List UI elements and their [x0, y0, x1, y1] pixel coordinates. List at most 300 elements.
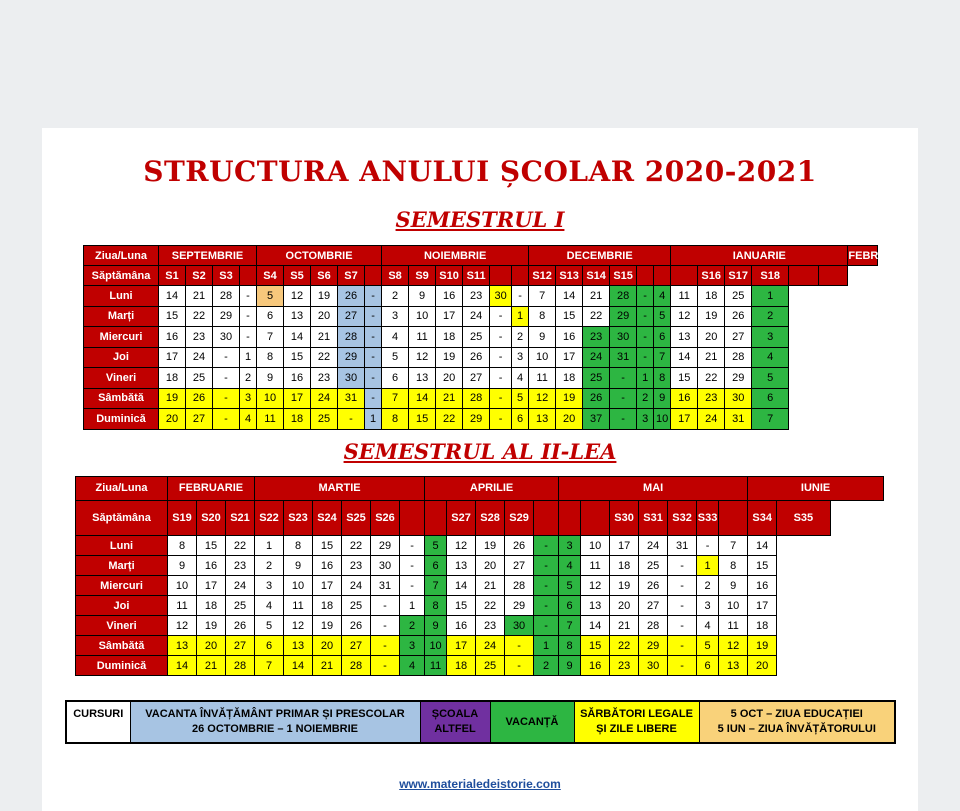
- date-cell: 28: [505, 576, 534, 596]
- date-cell: -: [668, 656, 697, 676]
- date-cell: 2: [240, 368, 257, 389]
- week-label: S9: [409, 266, 436, 286]
- date-cell: 5: [559, 576, 581, 596]
- date-cell: 6: [654, 327, 671, 348]
- date-cell: 4: [752, 347, 789, 368]
- date-cell: 19: [476, 536, 505, 556]
- date-cell: 9: [409, 286, 436, 307]
- date-cell: 4: [400, 656, 425, 676]
- date-cell: 9: [559, 656, 581, 676]
- week-label: S14: [583, 266, 610, 286]
- date-cell: 13: [719, 656, 748, 676]
- date-cell: 31: [610, 347, 637, 368]
- week-label: S26: [371, 500, 400, 536]
- date-cell: 8: [559, 636, 581, 656]
- date-cell: 5: [255, 616, 284, 636]
- date-cell: 26: [725, 306, 752, 327]
- day-label: Miercuri: [76, 576, 168, 596]
- date-cell: 27: [338, 306, 365, 327]
- date-cell: -: [213, 388, 240, 409]
- legend-item: [490, 701, 574, 743]
- day-label: Miercuri: [84, 327, 159, 348]
- week-label: S23: [284, 500, 313, 536]
- date-cell: 7: [425, 576, 447, 596]
- day-label: Joi: [84, 347, 159, 368]
- date-cell: 12: [284, 286, 311, 307]
- date-cell: -: [637, 306, 654, 327]
- date-cell: 27: [186, 409, 213, 430]
- date-cell: 1: [512, 306, 529, 327]
- date-cell: 18: [748, 616, 777, 636]
- date-cell: 7: [719, 536, 748, 556]
- date-cell: 2: [697, 576, 719, 596]
- date-cell: 25: [463, 327, 490, 348]
- date-cell: 12: [447, 536, 476, 556]
- date-cell: 37: [583, 409, 610, 430]
- date-cell: 20: [159, 409, 186, 430]
- date-cell: -: [213, 368, 240, 389]
- week-label: S21: [226, 500, 255, 536]
- date-cell: 25: [226, 596, 255, 616]
- date-cell: 18: [436, 327, 463, 348]
- date-cell: 29: [338, 347, 365, 368]
- date-cell: 8: [168, 536, 197, 556]
- day-label: Sâmbătă: [84, 388, 159, 409]
- day-label: Joi: [76, 596, 168, 616]
- date-cell: -: [505, 636, 534, 656]
- date-cell: 28: [639, 616, 668, 636]
- date-cell: 30: [213, 327, 240, 348]
- date-cell: 17: [556, 347, 583, 368]
- date-cell: 14: [284, 656, 313, 676]
- date-cell: -: [490, 368, 512, 389]
- date-cell: 20: [698, 327, 725, 348]
- date-cell: 4: [697, 616, 719, 636]
- date-cell: 16: [197, 556, 226, 576]
- date-cell: 25: [476, 656, 505, 676]
- date-cell: -: [365, 347, 382, 368]
- date-cell: 10: [529, 347, 556, 368]
- date-cell: 15: [748, 556, 777, 576]
- date-cell: 24: [476, 636, 505, 656]
- date-cell: 17: [610, 536, 639, 556]
- date-cell: -: [371, 656, 400, 676]
- date-cell: 10: [409, 306, 436, 327]
- date-cell: 16: [159, 327, 186, 348]
- week-label: [719, 500, 748, 536]
- legend-item: [574, 701, 699, 743]
- date-cell: 3: [255, 576, 284, 596]
- date-cell: 11: [257, 409, 284, 430]
- date-cell: 20: [610, 596, 639, 616]
- date-cell: 16: [581, 656, 610, 676]
- date-cell: 8: [382, 409, 409, 430]
- week-label: [365, 266, 382, 286]
- week-label: [671, 266, 698, 286]
- date-cell: 12: [284, 616, 313, 636]
- week-label: [425, 500, 447, 536]
- week-label: S34: [748, 500, 777, 536]
- date-cell: -: [512, 286, 529, 307]
- week-label: S33: [697, 500, 719, 536]
- date-cell: 16: [436, 286, 463, 307]
- date-cell: 17: [313, 576, 342, 596]
- date-cell: 22: [226, 536, 255, 556]
- date-cell: 17: [748, 596, 777, 616]
- date-cell: 11: [409, 327, 436, 348]
- date-cell: 20: [197, 636, 226, 656]
- date-cell: 7: [529, 286, 556, 307]
- date-cell: 16: [284, 368, 311, 389]
- date-cell: 14: [748, 536, 777, 556]
- date-cell: 2: [255, 556, 284, 576]
- date-cell: -: [371, 636, 400, 656]
- date-cell: 2: [512, 327, 529, 348]
- date-cell: 14: [284, 327, 311, 348]
- date-cell: 19: [313, 616, 342, 636]
- week-label: S30: [610, 500, 639, 536]
- date-cell: 15: [313, 536, 342, 556]
- date-cell: 11: [581, 556, 610, 576]
- date-cell: 21: [197, 656, 226, 676]
- date-cell: -: [371, 596, 400, 616]
- date-cell: 21: [313, 656, 342, 676]
- date-cell: -: [213, 347, 240, 368]
- date-cell: 24: [342, 576, 371, 596]
- table-row: [84, 286, 878, 307]
- month-header: DECEMBRIE: [529, 246, 671, 266]
- date-cell: 28: [226, 656, 255, 676]
- legend-line: SĂRBĂTORI LEGALE: [580, 708, 693, 720]
- date-cell: 5: [382, 347, 409, 368]
- date-cell: 18: [447, 656, 476, 676]
- date-cell: 9: [529, 327, 556, 348]
- date-cell: 3: [400, 636, 425, 656]
- date-cell: 4: [255, 596, 284, 616]
- date-cell: 2: [752, 306, 789, 327]
- week-label: S13: [556, 266, 583, 286]
- date-cell: 6: [382, 368, 409, 389]
- date-cell: 30: [505, 616, 534, 636]
- legend-line: VACANȚĂ: [505, 715, 559, 728]
- date-cell: 24: [583, 347, 610, 368]
- date-cell: 6: [257, 306, 284, 327]
- table-row: [84, 368, 878, 389]
- date-cell: 25: [311, 409, 338, 430]
- date-cell: 8: [425, 596, 447, 616]
- date-cell: 23: [476, 616, 505, 636]
- date-cell: 17: [436, 306, 463, 327]
- date-cell: 14: [671, 347, 698, 368]
- date-cell: 19: [436, 347, 463, 368]
- date-cell: 3: [559, 536, 581, 556]
- date-cell: 20: [556, 409, 583, 430]
- date-cell: 22: [436, 409, 463, 430]
- date-cell: 23: [342, 556, 371, 576]
- legend-item: [699, 701, 895, 743]
- date-cell: 27: [226, 636, 255, 656]
- legend-item: [420, 701, 490, 743]
- date-cell: 7: [382, 388, 409, 409]
- date-cell: 1: [697, 556, 719, 576]
- table-row: [76, 656, 884, 676]
- month-header: NOIEMBRIE: [382, 246, 529, 266]
- date-cell: 21: [698, 347, 725, 368]
- week-label: [240, 266, 257, 286]
- date-cell: -: [240, 286, 257, 307]
- date-cell: 6: [255, 636, 284, 656]
- date-cell: 28: [342, 656, 371, 676]
- header-saptamana: Săptămâna: [84, 266, 159, 286]
- date-cell: 15: [556, 306, 583, 327]
- date-cell: 14: [168, 656, 197, 676]
- date-cell: 23: [186, 327, 213, 348]
- header-ziua-luna: Ziua/Luna: [84, 246, 159, 266]
- date-cell: 3: [240, 388, 257, 409]
- date-cell: 4: [240, 409, 257, 430]
- table-row: [76, 616, 884, 636]
- week-label: [559, 500, 581, 536]
- date-cell: 19: [311, 286, 338, 307]
- date-cell: -: [505, 656, 534, 676]
- date-cell: 30: [371, 556, 400, 576]
- date-cell: -: [668, 636, 697, 656]
- date-cell: -: [490, 347, 512, 368]
- month-header: MAI: [559, 477, 748, 501]
- week-label: S4: [257, 266, 284, 286]
- week-label: [490, 266, 512, 286]
- week-label: S1: [159, 266, 186, 286]
- date-cell: 26: [583, 388, 610, 409]
- date-cell: 29: [213, 306, 240, 327]
- date-cell: 24: [463, 306, 490, 327]
- date-cell: 13: [581, 596, 610, 616]
- week-label: [789, 266, 819, 286]
- date-cell: 30: [610, 327, 637, 348]
- week-label: S17: [725, 266, 752, 286]
- date-cell: 24: [639, 536, 668, 556]
- week-label: S19: [168, 500, 197, 536]
- date-cell: 18: [159, 368, 186, 389]
- date-cell: 21: [610, 616, 639, 636]
- date-cell: -: [490, 306, 512, 327]
- date-cell: 30: [639, 656, 668, 676]
- date-cell: 6: [425, 556, 447, 576]
- legend-line: 26 OCTOMBRIE – 1 NOIEMBRIE: [191, 723, 359, 735]
- date-cell: -: [637, 347, 654, 368]
- week-label: S7: [338, 266, 365, 286]
- date-cell: 4: [654, 286, 671, 307]
- date-cell: -: [400, 536, 425, 556]
- date-cell: 1: [255, 536, 284, 556]
- date-cell: 31: [338, 388, 365, 409]
- date-cell: 18: [197, 596, 226, 616]
- date-cell: 8: [529, 306, 556, 327]
- date-cell: 10: [654, 409, 671, 430]
- date-cell: 26: [226, 616, 255, 636]
- date-cell: 5: [654, 306, 671, 327]
- date-cell: 16: [748, 576, 777, 596]
- table-row: [84, 347, 878, 368]
- date-cell: 17: [671, 409, 698, 430]
- legend-line: CURSURI: [73, 708, 124, 720]
- legend: [65, 700, 896, 744]
- date-cell: 21: [436, 388, 463, 409]
- date-cell: -: [240, 327, 257, 348]
- date-cell: 1: [240, 347, 257, 368]
- date-cell: 29: [505, 596, 534, 616]
- legend-line: 5 OCT – ZIUA EDUCAȚIEI: [730, 708, 863, 720]
- footer-link[interactable]: www.materialedeistorie.com: [399, 777, 561, 791]
- table-row: [84, 306, 878, 327]
- date-cell: 3: [697, 596, 719, 616]
- date-cell: 3: [752, 327, 789, 348]
- date-cell: 7: [654, 347, 671, 368]
- date-cell: 10: [719, 596, 748, 616]
- semester-1-table: [83, 245, 882, 430]
- date-cell: 28: [213, 286, 240, 307]
- date-cell: 28: [725, 347, 752, 368]
- date-cell: 22: [342, 536, 371, 556]
- week-label: S25: [342, 500, 371, 536]
- date-cell: 25: [583, 368, 610, 389]
- date-cell: 4: [559, 556, 581, 576]
- date-cell: 31: [725, 409, 752, 430]
- date-cell: 7: [752, 409, 789, 430]
- date-cell: 1: [637, 368, 654, 389]
- date-cell: 7: [559, 616, 581, 636]
- date-cell: 19: [197, 616, 226, 636]
- date-cell: -: [534, 556, 559, 576]
- date-cell: 31: [668, 536, 697, 556]
- date-cell: -: [213, 409, 240, 430]
- date-cell: 19: [610, 576, 639, 596]
- week-label: [818, 266, 848, 286]
- date-cell: 18: [284, 409, 311, 430]
- date-cell: -: [400, 556, 425, 576]
- date-cell: 14: [159, 286, 186, 307]
- date-cell: 8: [257, 347, 284, 368]
- date-cell: 23: [698, 388, 725, 409]
- date-cell: 13: [168, 636, 197, 656]
- date-cell: 3: [512, 347, 529, 368]
- date-cell: 5: [512, 388, 529, 409]
- date-cell: 3: [382, 306, 409, 327]
- date-cell: 8: [719, 556, 748, 576]
- date-cell: 20: [436, 368, 463, 389]
- month-header: OCTOMBRIE: [257, 246, 382, 266]
- date-cell: 3: [637, 409, 654, 430]
- date-cell: 21: [583, 286, 610, 307]
- date-cell: 6: [697, 656, 719, 676]
- date-cell: 15: [197, 536, 226, 556]
- date-cell: 21: [311, 327, 338, 348]
- week-label: S6: [311, 266, 338, 286]
- date-cell: 5: [752, 368, 789, 389]
- date-cell: 18: [698, 286, 725, 307]
- week-label: S8: [382, 266, 409, 286]
- date-cell: -: [668, 556, 697, 576]
- date-cell: 16: [313, 556, 342, 576]
- date-cell: 13: [284, 636, 313, 656]
- date-cell: 8: [284, 536, 313, 556]
- date-cell: 5: [257, 286, 284, 307]
- date-cell: 1: [752, 286, 789, 307]
- week-label: S24: [313, 500, 342, 536]
- date-cell: 10: [168, 576, 197, 596]
- week-label: S5: [284, 266, 311, 286]
- date-cell: 26: [186, 388, 213, 409]
- week-label: [637, 266, 654, 286]
- date-cell: -: [534, 536, 559, 556]
- date-cell: 29: [725, 368, 752, 389]
- date-cell: -: [240, 306, 257, 327]
- date-cell: 5: [425, 536, 447, 556]
- date-cell: -: [365, 286, 382, 307]
- day-label: Marți: [84, 306, 159, 327]
- date-cell: -: [637, 286, 654, 307]
- week-label: S16: [698, 266, 725, 286]
- date-cell: 14: [447, 576, 476, 596]
- week-label: S35: [777, 500, 830, 536]
- legend-line: 5 IUN – ZIUA ÎNVĂȚĂTORULUI: [717, 723, 876, 735]
- week-label: S12: [529, 266, 556, 286]
- table-row: [76, 636, 884, 656]
- page-title: STRUCTURA ANULUI ȘCOLAR 2020-2021: [143, 155, 817, 188]
- date-cell: 12: [671, 306, 698, 327]
- date-cell: -: [490, 388, 512, 409]
- header-ziua-luna: Ziua/Luna: [76, 477, 168, 501]
- date-cell: 21: [186, 286, 213, 307]
- month-header: APRILIE: [425, 477, 559, 501]
- date-cell: 25: [725, 286, 752, 307]
- date-cell: 21: [476, 576, 505, 596]
- date-cell: 19: [159, 388, 186, 409]
- month-header: IANUARIE: [671, 246, 848, 266]
- date-cell: -: [610, 409, 637, 430]
- date-cell: 13: [529, 409, 556, 430]
- date-cell: 18: [556, 368, 583, 389]
- month-header: IUNIE: [748, 477, 884, 501]
- date-cell: 7: [255, 656, 284, 676]
- date-cell: 11: [529, 368, 556, 389]
- legend-line: ȘI ZILE LIBERE: [596, 723, 677, 735]
- date-cell: 2: [382, 286, 409, 307]
- table-row: [84, 327, 878, 348]
- table-row: [84, 388, 878, 409]
- date-cell: 5: [697, 636, 719, 656]
- date-cell: 20: [313, 636, 342, 656]
- date-cell: 11: [719, 616, 748, 636]
- date-cell: 30: [338, 368, 365, 389]
- week-label: S3: [213, 266, 240, 286]
- date-cell: 13: [284, 306, 311, 327]
- date-cell: 9: [425, 616, 447, 636]
- date-cell: -: [610, 388, 637, 409]
- date-cell: 9: [654, 388, 671, 409]
- date-cell: 10: [425, 636, 447, 656]
- date-cell: 27: [505, 556, 534, 576]
- date-cell: 10: [257, 388, 284, 409]
- week-label: S31: [639, 500, 668, 536]
- date-cell: 22: [186, 306, 213, 327]
- date-cell: 25: [639, 556, 668, 576]
- date-cell: 30: [725, 388, 752, 409]
- date-cell: -: [697, 536, 719, 556]
- date-cell: 24: [311, 388, 338, 409]
- date-cell: 4: [512, 368, 529, 389]
- date-cell: 17: [159, 347, 186, 368]
